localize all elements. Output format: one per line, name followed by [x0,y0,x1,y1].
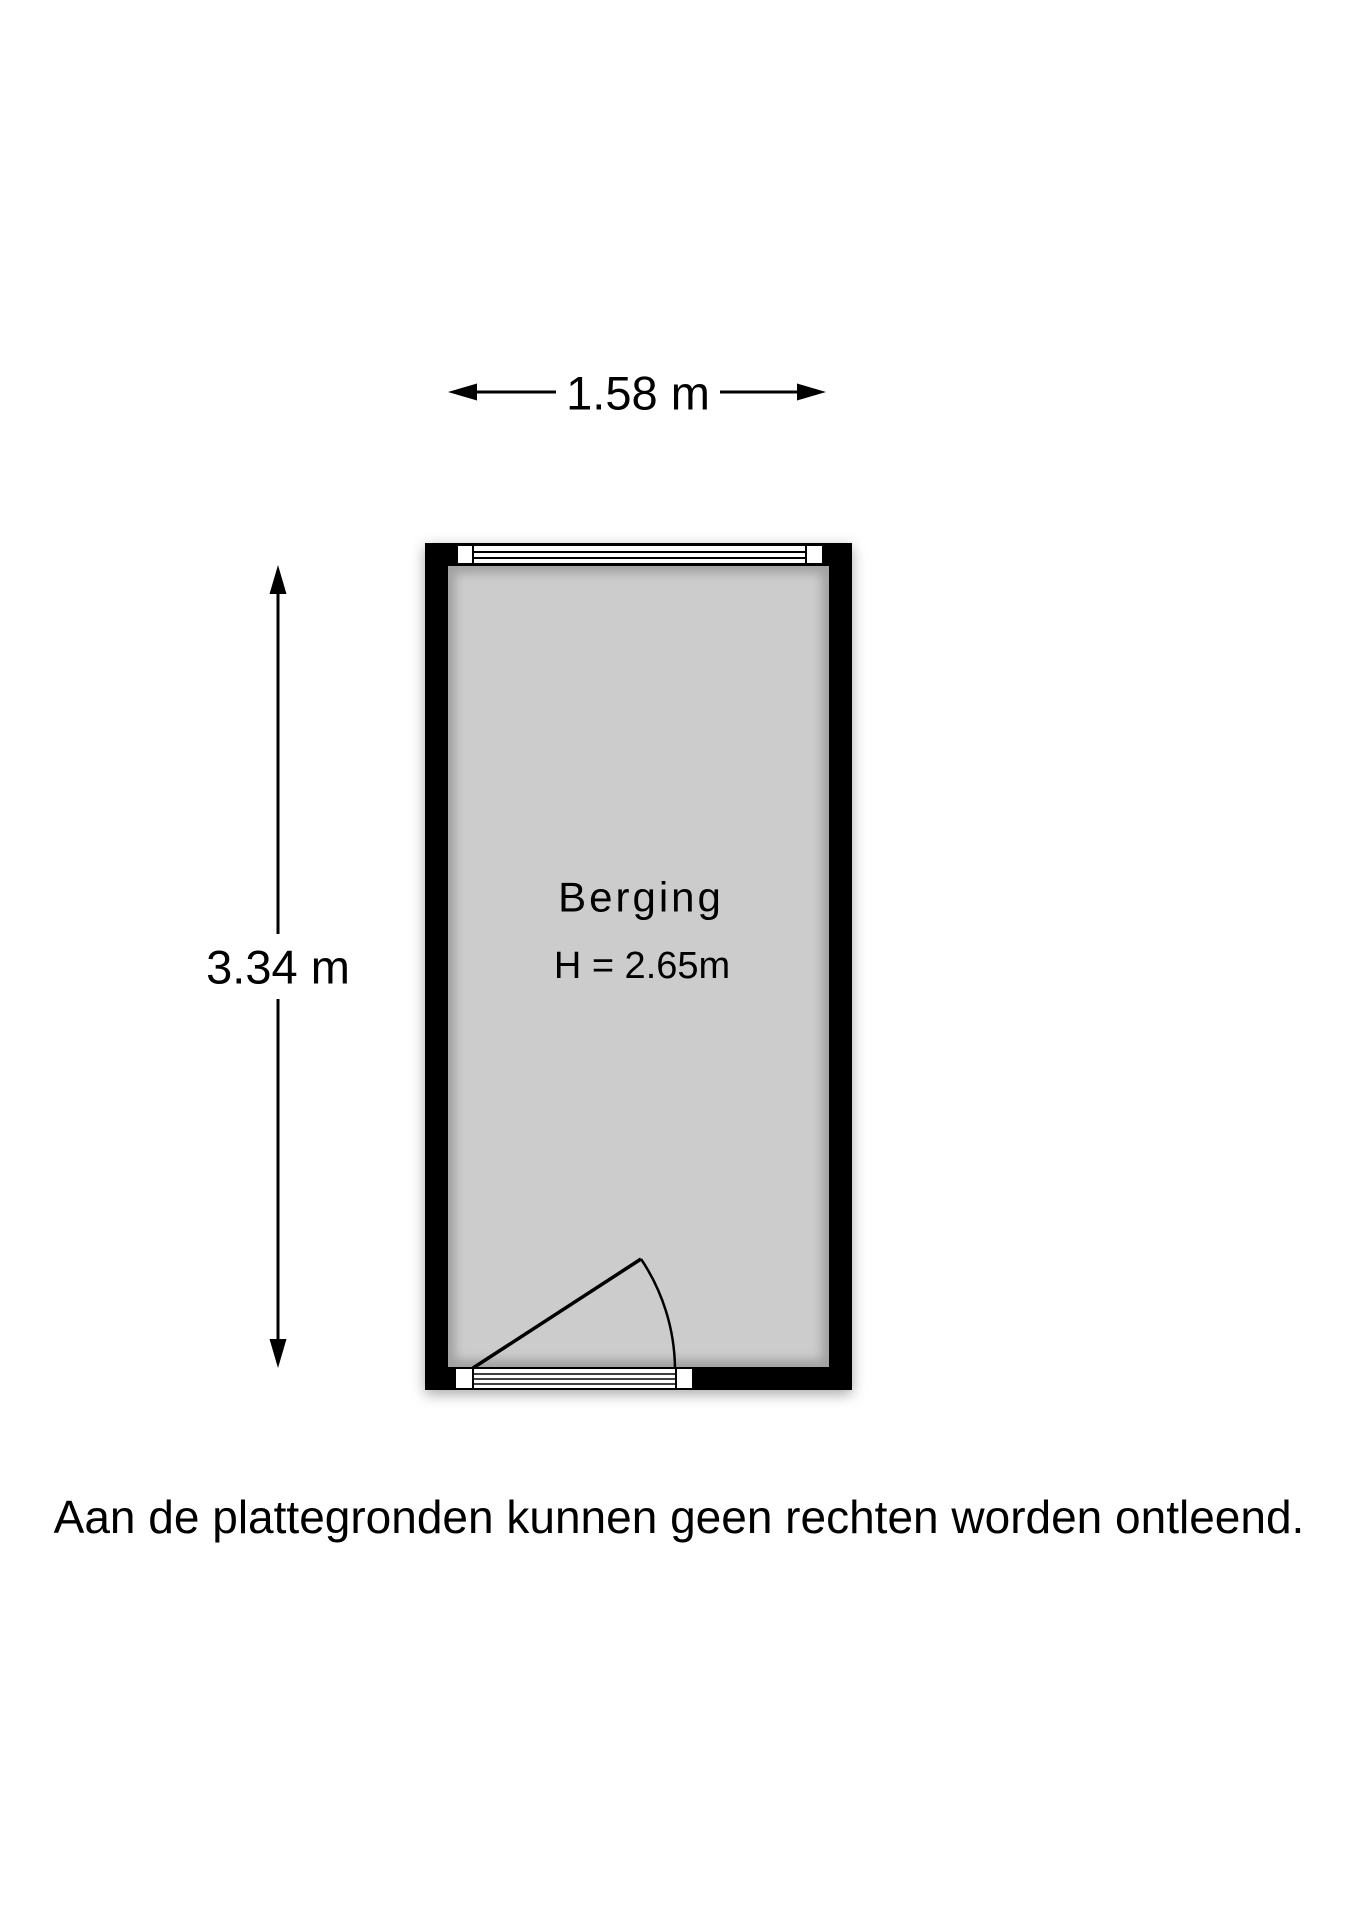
room-name-label: Berging [558,873,724,921]
storage-room [425,543,852,1390]
left-arrowhead [448,384,477,401]
right-arrowhead [797,384,826,401]
width-dimension [448,367,826,420]
height-dimension-label: 3.34 m [206,940,350,994]
disclaimer-text: Aan de plattegronden kunnen geen rechten worden ontleend. [53,1491,1305,1543]
window [457,545,823,564]
width-dimension-label: 1.58 m [566,366,710,420]
height-dimension [206,565,350,1368]
window-frame [457,545,823,564]
top-arrowhead [270,565,287,594]
ceiling-height-label: H = 2.65m [553,945,731,987]
